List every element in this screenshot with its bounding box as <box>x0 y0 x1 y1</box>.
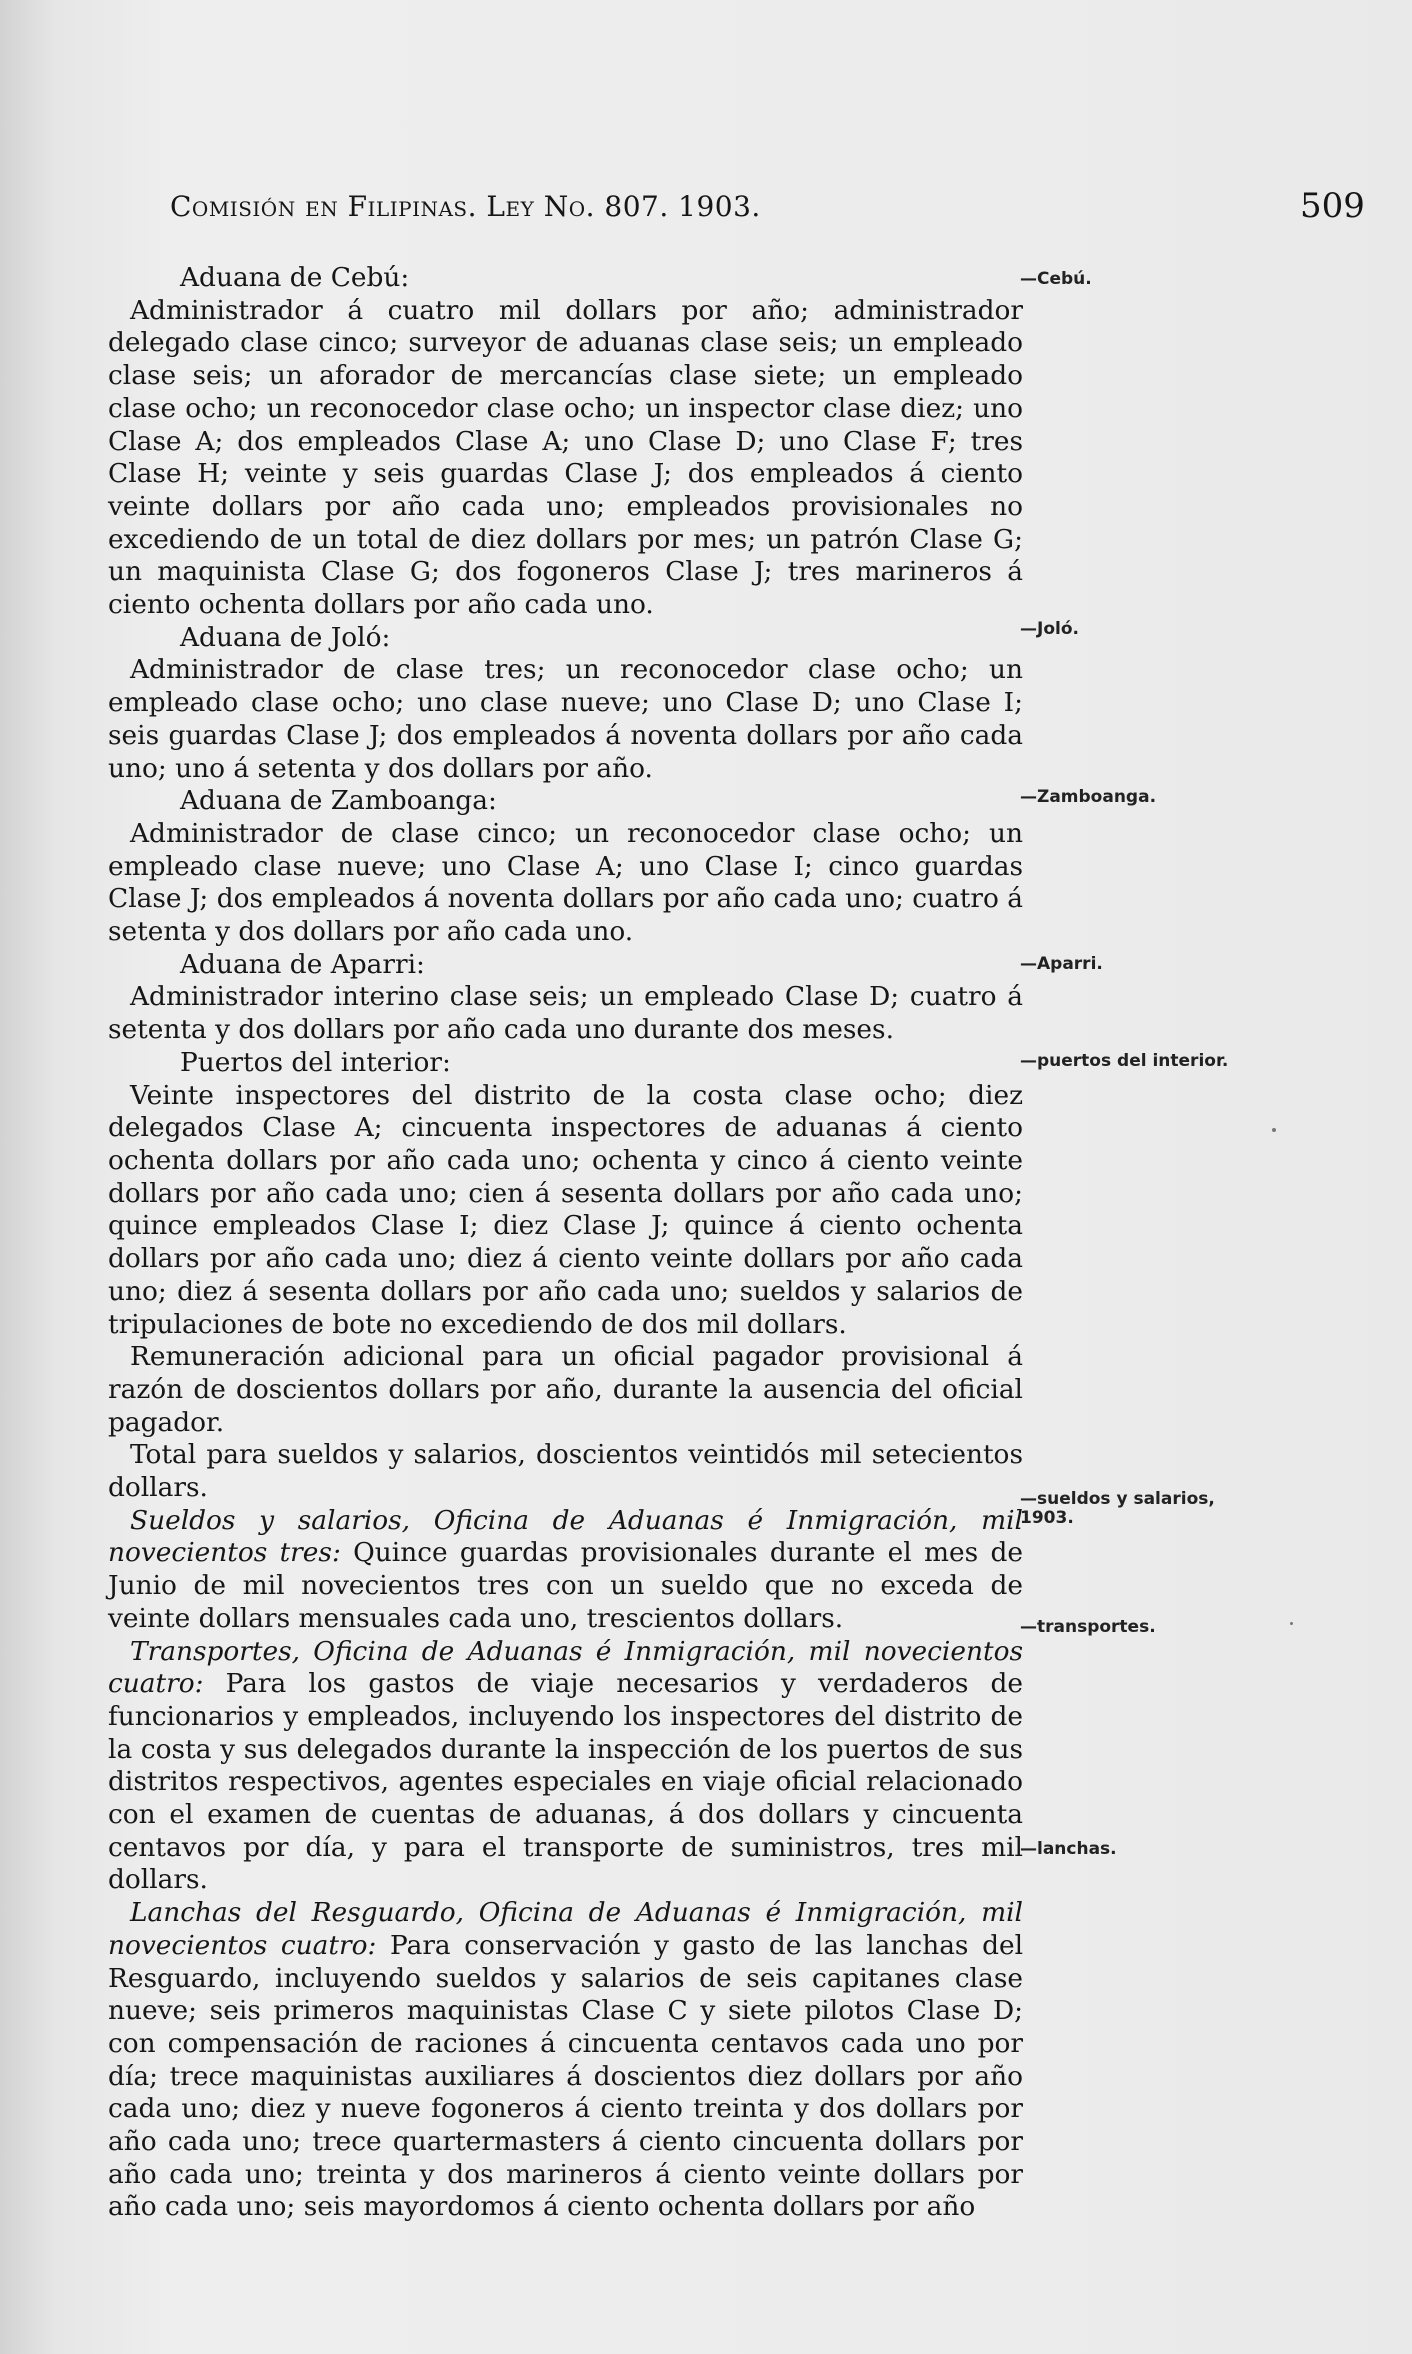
section-heading-zamboanga: Aduana de Zamboanga: <box>180 785 497 817</box>
section-heading-aparri: Aduana de Aparri: <box>180 948 425 980</box>
page-number: 509 <box>1300 186 1365 226</box>
section-heading-interior: Puertos del interior: <box>180 1046 451 1078</box>
paper-speck <box>1290 1622 1293 1625</box>
item-transportes <box>108 1636 1023 1898</box>
margin-notes <box>1020 0 1280 2354</box>
section-heading-jolo: Aduana de Joló: <box>180 621 391 653</box>
item-sueldos-1903 <box>108 1505 1023 1636</box>
item-text-lanchas: Para conservación y gasto de las lanchas del Resguardo, incluyendo sueldos y salarios de seis capitanes clase nueve; seis primeros maquinistas Clase C y siete pilotos Clase D; con compensación de raciones á cincuenta centavos cada uno por día; trece maquinistas auxiliares á doscientos diez dollars por año cada uno; diez y nueve fogoneros á ciento treinta y dos dollars por año cada uno; trece quartermasters á ciento cincuenta dollars por año cada uno; treinta y dos marineros á ciento veinte dollars por año cada uno; seis mayordomos á ciento ochenta dollars por año <box>108 1929 1024 2223</box>
paragraph-interior: Veinte inspectores del distrito de la costa clase ocho; diez delegados Clase A; cincuenta inspectores de aduanas á ciento ochenta dollars por año cada uno; ochenta y cinco á ciento veinte dollars por año cada uno; cien á sesenta dollars por año cada uno; quince empleados Clase I; diez Clase J; quince á ciento ochenta dollars por año cada uno; diez á ciento veinte dollars por año cada uno; diez á sesenta dollars por año cada uno; sueldos y salarios de tripulaciones de bote no excediendo de dos mil dollars. <box>108 1079 1023 1340</box>
paragraph-zamboanga: Administrador de clase cinco; un reconocedor clase ocho; un empleado clase nueve; uno Clase A; uno Clase I; cinco guardas Clase J; dos empleados á noventa dollars por año cada uno; cuatro á setenta y dos dollars por año cada uno. <box>108 817 1023 948</box>
item-text-transportes: Para los gastos de viaje necesarios y verdaderos de funcionarios y empleados, incluyendo los inspectores del distrito de la costa y sus delegados durante la inspección de los puertos de sus distritos respectivos, agentes especiales en viaje oficial relacionado con el examen de cuentas de aduanas, á dos dollars y cincuenta centavos por día, y para el transporte de suministros, tres mil dollars. <box>108 1668 1023 1896</box>
body-text <box>108 262 1023 2224</box>
paragraph-total: Total para sueldos y salarios, doscientos veintidós mil setecientos dollars. <box>108 1439 1023 1504</box>
margin-note-lanchas: —lanchas. <box>1020 1839 1117 1859</box>
margin-note-sueldos: —sueldos y salarios, 1903. <box>1020 1489 1215 1528</box>
item-title-transportes: Transportes, Oficina de Aduanas é Inmigración, mil novecientos cuatro: <box>108 1635 1023 1700</box>
item-text-sueldos: Quince guardas provisionales durante el mes de Junio de mil novecientos tres con un sueldo que no exceda de veinte dollars mensuales cada uno, trescientos dollars. <box>108 1537 1023 1634</box>
margin-note-jolo: —Joló. <box>1020 619 1079 639</box>
section-heading-cebu: Aduana de Cebú: <box>180 262 410 293</box>
paper-speck <box>1272 1128 1276 1132</box>
paragraph-cebu: Administrador á cuatro mil dollars por año; administrador delegado clase cinco; surveyor de aduanas clase seis; un empleado clase seis; un aforador de mercancías clase siete; un empleado clase ocho; un reconocedor clase ocho; un inspector clase diez; uno Clase A; dos empleados Clase A; uno Clase D; uno Clase F; tres Clase H; veinte y seis guardas Clase J; dos empleados á ciento veinte dollars por año cada uno; empleados provisionales no excediendo de un total de diez dollars por mes; un patrón Clase G; un maquinista Clase G; dos fogoneros Clase J; tres marineros á ciento ochenta dollars por año cada uno. <box>108 294 1023 621</box>
margin-note-puertos: —puertos del interior. <box>1020 1051 1229 1071</box>
margin-note-zamboanga: —Zamboanga. <box>1020 787 1157 807</box>
margin-note-cebu: —Cebú. <box>1020 269 1092 289</box>
paragraph-jolo: Administrador de clase tres; un reconocedor clase ocho; un empleado clase ocho; uno clase nueve; uno Clase D; uno Clase I; seis guardas Clase J; dos empleados á noventa dollars por año cada uno; uno á setenta y dos dollars por año. <box>108 654 1023 784</box>
paragraph-aparri: Administrador interino clase seis; un empleado Clase D; cuatro á setenta y dos dollars por año cada uno durante dos meses. <box>108 981 1023 1046</box>
item-title-sueldos: Sueldos y salarios, Oficina de Aduanas é Inmigración, mil novecientos tres: <box>108 1504 1023 1569</box>
running-head: Comisión en Filipinas. Ley No. 807. 1903. <box>170 190 761 223</box>
item-title-lanchas: Lanchas del Resguardo, Oficina de Aduanas é Inmigración, mil novecientos cuatro: <box>108 1897 1023 1961</box>
item-lanchas <box>108 1897 1023 2224</box>
margin-note-transportes: —transportes. <box>1020 1617 1156 1637</box>
margin-note-aparri: —Aparri. <box>1020 954 1103 974</box>
paragraph-remuneracion: Remuneración adicional para un oficial pagador provisional á razón de doscientos dollars por año, durante la ausencia del oficial pagador. <box>108 1341 1023 1438</box>
